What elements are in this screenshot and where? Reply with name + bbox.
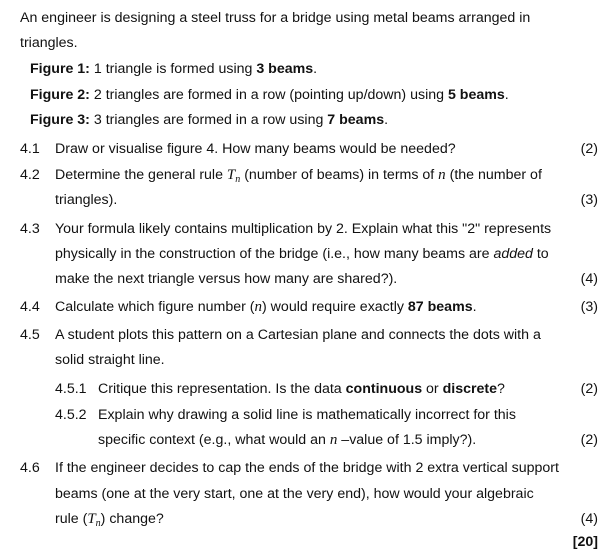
question-4-6-line-2: beams (one at the very start, one at the very end), how would your algebraic	[55, 486, 534, 502]
question-4-5-2-line-2	[98, 430, 476, 450]
figure-1-description	[30, 59, 317, 79]
figure-2-description	[30, 85, 509, 105]
question-4-5-line-1: A student plots this pattern on a Cartesian plane and connects the dots with a	[55, 327, 541, 343]
question-4-5-1-number: 4.5.1	[55, 381, 87, 397]
figure-3-description	[30, 110, 388, 130]
question-4-4-text-b: ) would require exactly	[262, 299, 408, 315]
figure-2-label: Figure 2:	[30, 87, 90, 103]
question-4-1-number: 4.1	[20, 141, 40, 157]
variable-n: n	[329, 432, 338, 448]
question-4-2-text-b: (number of beams) in terms of	[240, 167, 439, 183]
subscript-n: n	[235, 174, 241, 185]
question-4-5-1-end: ?	[497, 381, 505, 397]
question-4-3-line-3: make the next triangle versus how many are shared?).	[55, 271, 398, 287]
question-4-5-1-text-mid: or	[422, 381, 443, 397]
question-4-1-mark: (2)	[580, 141, 598, 157]
question-4-2-line-1	[55, 165, 542, 190]
question-4-3-line-2a: physically in the construction of the bridge (i.e., how many beams are	[55, 246, 494, 262]
intro-line-1: An engineer is designing a steel truss for a bridge using metal beams arranged in	[20, 10, 531, 26]
term-discrete: discrete	[442, 381, 498, 397]
figure-3-text: 3 triangles are formed in a row using	[89, 112, 328, 128]
term-continuous: continuous	[345, 381, 423, 397]
question-4-5-line-2: solid straight line.	[55, 352, 165, 368]
figure-1-end: .	[313, 61, 318, 77]
question-4-5-1-text-a: Critique this representation. Is the data	[98, 381, 346, 397]
subscript-n: n	[95, 518, 101, 529]
question-4-4-text	[55, 297, 477, 317]
question-4-3-mark: (4)	[580, 271, 598, 287]
target-beams: 87 beams	[407, 299, 473, 315]
question-4-3-line-1: Your formula likely contains multiplication by 2. Explain what this "2" represents	[55, 221, 552, 237]
figure-1-label: Figure 1:	[30, 61, 90, 77]
question-4-5-1-text	[98, 379, 505, 399]
question-4-4-mark: (3)	[580, 299, 598, 315]
variable-n: n	[254, 299, 263, 315]
question-4-4-text-a: Calculate which figure number (	[55, 299, 255, 315]
variable-t: T	[87, 511, 96, 527]
variable-t: T	[226, 167, 236, 183]
question-4-6-line-1: If the engineer decides to cap the ends of the bridge with 2 extra vertical support	[55, 460, 559, 476]
figure-1-beams: 3 beams	[256, 61, 314, 77]
figure-2-end: .	[504, 87, 509, 103]
question-4-2-text-a: Determine the general rule	[55, 167, 227, 183]
question-4-6-line-3a: rule (	[55, 511, 88, 527]
figure-1-text: 1 triangle is formed using	[89, 61, 257, 77]
question-4-2-text-c: (the number of	[445, 167, 542, 183]
question-4-4-end: .	[472, 299, 477, 315]
intro-line-2: triangles.	[20, 35, 78, 51]
figure-3-end: .	[384, 112, 389, 128]
question-4-6-mark: (4)	[580, 511, 598, 527]
figure-2-beams: 5 beams	[447, 87, 505, 103]
emphasis-added: added	[493, 246, 533, 262]
question-4-2-mark: (3)	[580, 192, 598, 208]
variable-n: n	[438, 167, 446, 183]
question-4-1-text: Draw or visualise figure 4. How many beams would be needed?	[55, 141, 456, 157]
question-4-3-number: 4.3	[20, 221, 40, 237]
question-4-6-number: 4.6	[20, 460, 40, 476]
figure-3-beams: 7 beams	[327, 112, 385, 128]
question-4-2-line-2: triangles).	[55, 192, 118, 208]
question-4-5-2-line-2b: –value of 1.5 imply?).	[337, 432, 477, 448]
question-4-5-2-line-2a: specific context (e.g., what would an	[98, 432, 330, 448]
question-4-5-number: 4.5	[20, 327, 40, 343]
figure-3-label: Figure 3:	[30, 112, 90, 128]
question-4-5-1-mark: (2)	[580, 381, 598, 397]
question-4-3-line-2b: to	[532, 246, 549, 262]
question-4-5-2-number: 4.5.2	[55, 407, 87, 423]
question-4-3-line-2	[55, 244, 549, 264]
question-4-2-number: 4.2	[20, 167, 40, 183]
question-4-6-line-3	[55, 509, 164, 534]
total-marks: [20]	[572, 534, 598, 550]
question-4-5-2-line-1: Explain why drawing a solid line is mathematically incorrect for this	[98, 407, 516, 423]
question-4-6-line-3b: ) change?	[100, 511, 164, 527]
question-4-4-number: 4.4	[20, 299, 40, 315]
question-4-5-2-mark: (2)	[580, 432, 598, 448]
figure-2-text: 2 triangles are formed in a row (pointing up/down) using	[89, 87, 448, 103]
